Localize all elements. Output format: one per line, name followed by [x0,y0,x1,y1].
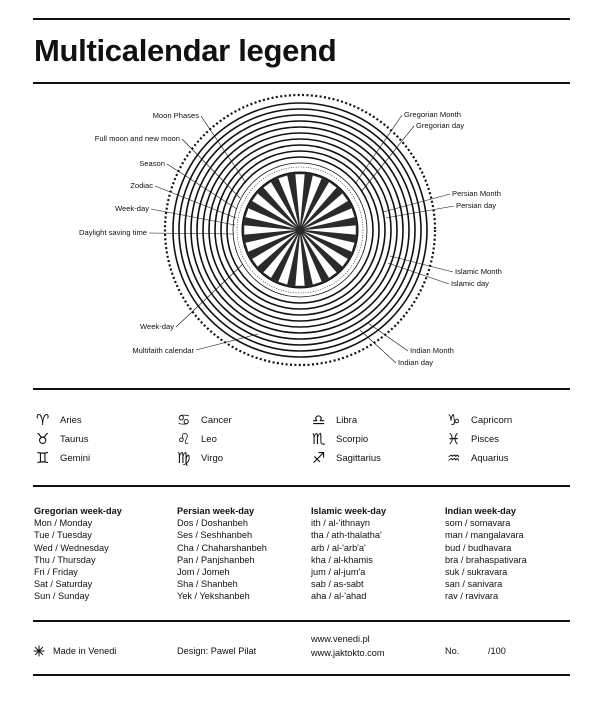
weekday-item: man / mangalavara [445,530,524,541]
label-season: Season [139,159,165,168]
taurus-icon: ♉ [36,430,50,448]
weekday-item: aha / al-'ahad [311,591,367,602]
zodiac-label: Scorpio [336,433,369,445]
weekday-item: Mon / Monday [34,518,93,529]
indian-weekday-column [445,505,527,603]
zodiac-label: Aquarius [471,452,509,464]
weekday-item: rav / ravivara [445,591,499,602]
label-persian-day: Persian day [456,201,497,210]
weekday-item: suk / sukravara [445,567,508,578]
zodiac-taurus [36,430,89,448]
diagram-rule [33,388,570,390]
zodiac-sagittarius [312,449,381,467]
number-label: No. [445,646,460,656]
gemini-icon: ♊ [36,449,50,467]
aquarius-icon: ♒ [447,449,461,467]
pisces-icon: ♓ [447,430,461,448]
zodiac-pisces [447,430,499,448]
zodiac-scorpio [312,430,368,448]
leader-line [368,323,408,351]
weekday-item: som / somavara [445,518,511,529]
weekday-item: Thu / Thursday [34,554,96,565]
zodiac-label: Sagittarius [336,452,381,464]
zodiac-libra [312,411,357,429]
title-rule [33,82,570,84]
aries-icon: ♈ [36,411,50,429]
label-week-day-inner: Week-day [114,204,149,213]
zodiac-virgo [177,449,223,467]
weekday-item: ith / al-'ithnayn [311,518,370,529]
zodiac-cancer [177,411,232,429]
libra-icon: ♎ [312,411,326,429]
label-moon-phases: Moon Phases [152,111,199,120]
leader-line [360,330,396,363]
weekday-item: Dos / Doshanbeh [177,518,248,529]
zodiac-gemini [36,449,90,467]
zodiac-leo [177,430,217,448]
label-zodiac: Zodiac [130,181,153,190]
weekday-item: Tue / Tuesday [34,530,92,541]
zodiac-aquarius [447,449,509,467]
weekday-item: san / sanivara [445,579,503,590]
weekday-item: kha / al-khamis [311,554,373,565]
website-link-venedi[interactable]: www.venedi.pl [311,634,370,644]
label-islamic-day: Islamic day [451,279,489,288]
sagittarius-icon: ♐ [312,449,326,467]
zodiac-rule [33,485,570,487]
label-week-day-outer: Week-day [139,322,174,331]
label-indian-month: Indian Month [410,346,454,355]
label-islamic-month: Islamic Month [455,267,502,276]
label-gregorian-day: Gregorian day [416,121,465,130]
weekday-item: Sat / Saturday [34,579,93,590]
design-credit: Design: Pawel Pilat [177,646,257,656]
top-rule [33,18,570,20]
weekday-item: tha / ath-thalatha' [311,530,382,541]
dial-center [297,227,303,233]
zodiac-label: Libra [336,414,358,426]
weekday-item: sab / as-sabt [311,579,364,590]
weekday-item: Sun / Sunday [34,591,90,602]
calendar-dial-diagram [0,88,600,388]
zodiac-label: Leo [201,433,217,445]
label-gregorian-month: Gregorian Month [404,110,461,119]
made-in-text: Made in Venedi [53,646,117,656]
venedi-star-icon [33,645,45,657]
weekday-item: jum / al-jum'a [311,567,366,578]
capricorn-icon: ♑ [447,411,461,429]
islamic-weekday-heading: Islamic week-day [311,506,387,516]
label-full-new-moon: Full moon and new moon [94,134,180,143]
label-multifaith: Multifaith calendar [132,346,194,355]
zodiac-label: Taurus [60,433,89,445]
weekday-item: Ses / Seshhanbeh [177,530,253,541]
label-persian-month: Persian Month [452,189,501,198]
weekday-item: Jom / Jomeh [177,567,230,578]
weekday-item: Wed / Wednesday [34,542,109,553]
weekday-item: Pan / Panjshanbeh [177,554,255,565]
weekday-item: Sha / Shanbeh [177,579,238,590]
zodiac-label: Pisces [471,433,499,445]
website-link-jaktokto[interactable]: www.jaktokto.com [311,648,385,658]
weekday-item: bra / brahaspativara [445,554,527,565]
cancer-icon: ♋ [177,411,191,429]
gregorian-weekday-column [34,505,122,603]
zodiac-label: Aries [60,414,82,426]
scorpio-icon: ♏ [312,430,326,448]
indian-weekday-heading: Indian week-day [445,506,516,516]
weekday-rule [33,620,570,622]
zodiac-capricorn [447,411,512,429]
gregorian-weekday-heading: Gregorian week-day [34,506,122,516]
zodiac-label: Cancer [201,414,232,426]
page-title: Multicalendar legend [34,33,337,68]
islamic-weekday-column [311,505,386,603]
label-daylight-saving: Daylight saving time [79,228,147,237]
label-indian-day: Indian day [398,358,434,367]
zodiac-label: Virgo [201,452,224,464]
leo-icon: ♌ [177,430,191,448]
weekday-item: arb / al-'arb'a' [311,542,366,553]
zodiac-aries [36,411,82,429]
persian-weekday-heading: Persian week-day [177,506,255,516]
virgo-icon: ♍ [177,449,191,467]
zodiac-label: Gemini [60,452,91,464]
weekday-item: bud / budhavara [445,542,512,553]
bottom-rule [33,674,570,676]
calendar-dial [165,95,435,365]
weekday-item: Yek / Yekshanbeh [177,591,250,602]
weekday-item: Cha / Chaharshanbeh [177,542,267,553]
persian-weekday-column [177,505,267,603]
leader-line [176,264,243,327]
number-total: /100 [488,646,506,656]
leader-line [196,334,258,350]
zodiac-label: Capricorn [471,414,513,426]
weekday-item: Fri / Friday [34,567,78,578]
